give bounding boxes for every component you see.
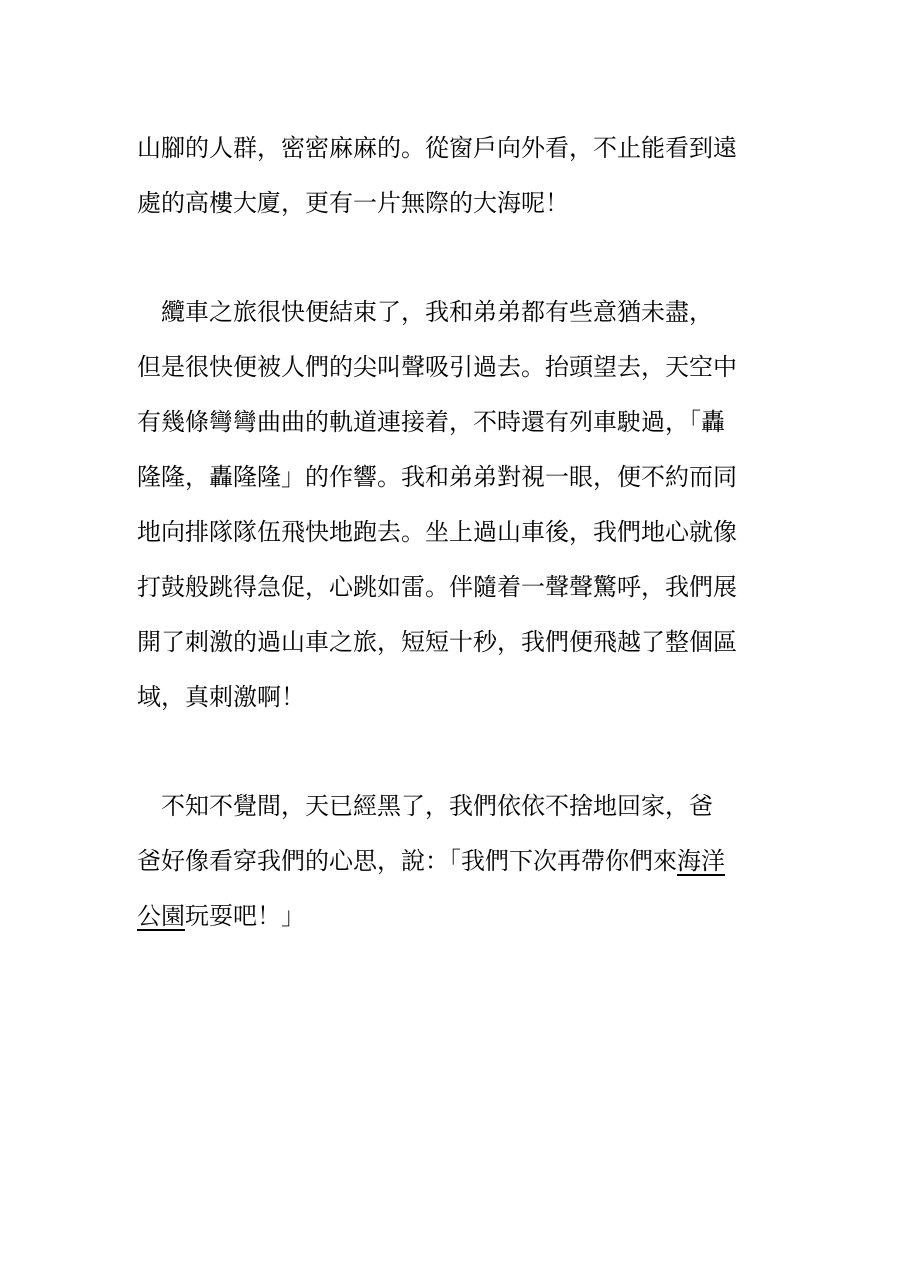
paragraph-2-line-6: 打鼓般跳得急促，心跳如雷。伴隨着一聲聲驚呼，我們展	[137, 573, 737, 601]
paragraph-2-line-4: 隆隆，轟隆隆」的作響。我和弟弟對視一眼，便不約而同	[137, 463, 737, 491]
underlined-place-name-part-2: 公園	[137, 902, 185, 930]
paragraph-1-line-1: 山腳的人群，密密麻麻的。從窗戶向外看，不止能看到遠	[137, 134, 737, 162]
paragraph-2-line-3: 有幾條彎彎曲曲的軌道連接着，不時還有列車駛過，「轟	[137, 408, 725, 436]
paragraph-2-line-8: 域，真刺激啊！	[137, 683, 305, 711]
paragraph-3-line-3	[137, 901, 305, 931]
paragraph-1-line-2: 處的高樓大廈，更有一片無際的大海呢！	[137, 189, 569, 217]
paragraph-2-line-2: 但是很快便被人們的尖叫聲吸引過去。抬頭望去，天空中	[137, 353, 737, 381]
paragraph-3-line-1: 不知不覺間，天已經黑了，我們依依不捨地回家，爸	[137, 792, 713, 820]
paragraph-2-line-1: 纜車之旅很快便結束了，我和弟弟都有些意猶未盡，	[137, 298, 713, 326]
paragraph-2-line-5: 地向排隊隊伍飛快地跑去。坐上過山車後，我們地心就像	[137, 518, 737, 546]
paragraph-3-line-2-text: 爸好像看穿我們的心思，說：「我們下次再帶你們來	[137, 847, 677, 875]
paragraph-3-line-2	[137, 846, 725, 876]
paragraph-2-line-7: 開了刺激的過山車之旅，短短十秒，我們便飛越了整個區	[137, 628, 737, 656]
paragraph-3-line-3-text: 玩耍吧！」	[185, 902, 305, 930]
underlined-place-name-part-1: 海洋	[677, 847, 725, 875]
